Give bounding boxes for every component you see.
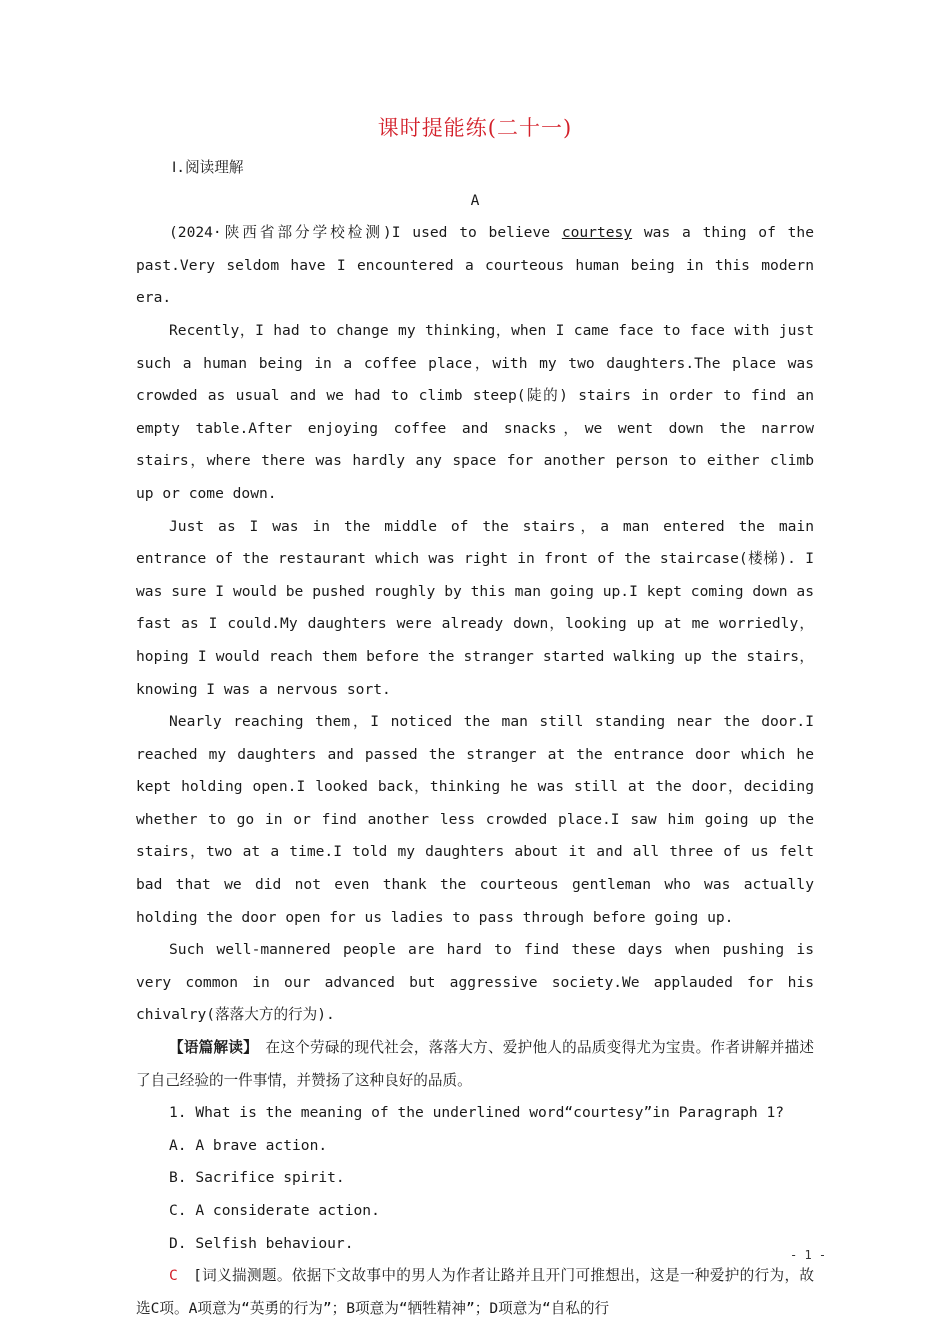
option-b: B. Sacrifice spirit. xyxy=(169,1169,345,1187)
explanation-text: [词义揣测题。依据下文故事中的男人为作者让路并且开门可推想出，这是一种爱护的行为，故选C项。A项意为“英勇的行为”；B项意为“牺牲精神”；D项意为“自私的行 xyxy=(136,1267,814,1317)
underlined-word: courtesy xyxy=(561,224,633,242)
interpretation xyxy=(136,1032,814,1097)
interpretation-text: 在这个劳碌的现代社会，落落大方、爱护他人的品质变得尤为宝贵。作者讲解并描述了自己经验的一件事情，并赞扬了这种良好的品质。 xyxy=(136,1039,814,1089)
paragraph-5: Such well-mannered people are hard to find these days when pushing is very common in our advanced but aggressive society.We applauded for his chivalry(落落大方的行为). xyxy=(136,941,814,1024)
document-body xyxy=(136,152,814,1325)
page-title: 课时提能练(二十一) xyxy=(377,116,573,140)
passage-label: A xyxy=(470,191,480,209)
paragraph-3: Just as I was in the middle of the stairs，a man entered the main entrance of the restaurant which was right in front of the staircase(楼梯). I was sure I would be pushed roughly by this man going up.I kept coming down as fast as I could.My daughters were already down，looking up at me worriedly，hoping I would reach them before the stranger started walking up the stairs，knowing I was a nervous sort. xyxy=(136,517,814,698)
answer-letter: C xyxy=(169,1267,178,1285)
page-number: - 1 - xyxy=(790,1248,827,1262)
paragraph-2: Recently，I had to change my thinking，when I came face to face with just such a human being in a coffee place，with my two daughters.The place was crowded as usual and we had to climb steep(陡的) stairs in order to find an empty table.After enjoying coffee and snacks，we went down the narrow stairs，where there was hardly any space for another person to either climb up or come down. xyxy=(136,321,814,502)
source-note: (2024·陕西省部分学校检测) xyxy=(169,224,392,242)
answer-explanation xyxy=(136,1260,814,1325)
option-d: D. Selfish behaviour. xyxy=(169,1234,354,1252)
option-a: A. A brave action. xyxy=(169,1136,328,1154)
paragraph-1: (2024·陕西省部分学校检测)I used to believe courtesy was a thing of the past.Very seldom have I encountered a courteous human being in this modern era. xyxy=(136,224,814,307)
option-c: C. A considerate action. xyxy=(169,1202,380,1219)
section-heading: Ⅰ.阅读理解 xyxy=(172,159,244,176)
interpretation-label: 【语篇解读】 xyxy=(169,1039,251,1057)
question-1: 1. What is the meaning of the underlined word“courtesy”in Paragraph 1? xyxy=(169,1104,785,1122)
paragraph-4: Nearly reaching them，I noticed the man still standing near the door.I reached my daughters and passed the stranger at the entrance door which he kept holding open.I looked back，thinking he was still at the door，deciding whether to go in or find another less crowded place.I saw him going up the stairs，two at a time.I told my daughters about it and all three of us felt bad that we did not even thank the courteous gentleman who was actually holding the door open for us ladies to pass through before going up. xyxy=(136,713,814,926)
